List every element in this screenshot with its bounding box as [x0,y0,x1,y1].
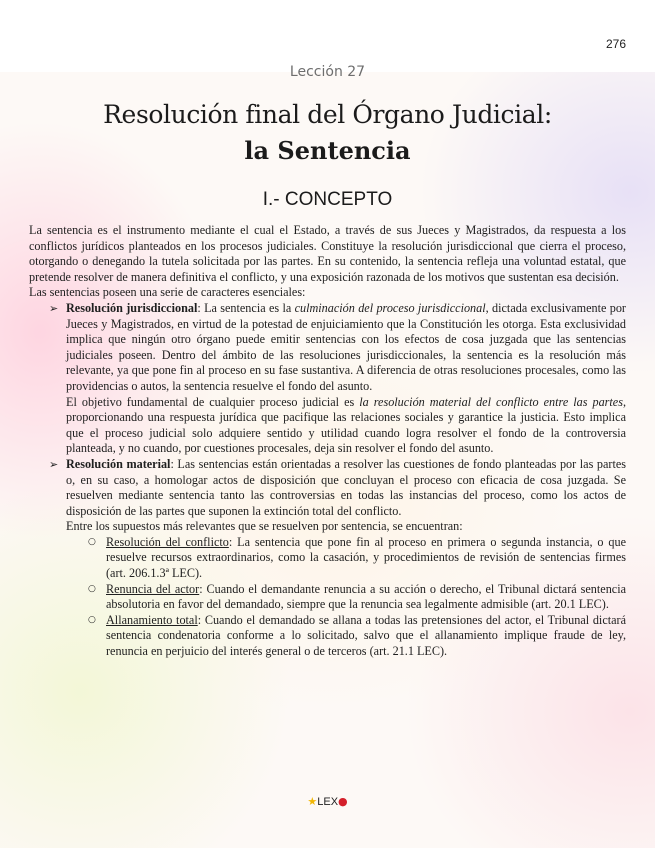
sub-item-label: Renuncia del actor [106,581,200,596]
sub-item [29,535,626,582]
item-text: El objetivo fundamental de cualquier proceso judicial es [66,394,360,409]
sub-item-label: Allanamiento total [106,612,198,627]
intro-paragraph: La sentencia es el instrumento mediante el cual el Estado, a través de sus Jueces y Magistrados, da respuesta a los conflictos jurídicos planteados en los procesos judiciales. Constituye la resolución jurisdiccional que cierra el proceso, otorgando o denegando la tutela solicitada por las partes. En su contenido, la sentencia refleja una voluntad estatal, que pretende resolver de manera definitiva el conflicto, y una exposición razonada de los motivos que sustentan esa decisión. [29,223,626,284]
sub-item [29,582,626,613]
drop-icon: ● [338,795,348,808]
sub-item-text: : Cuando el demandado se allana a todas las pretensiones del actor, el Tribunal dictará sentencia condenatoria conforme a lo solicitado, salvo que el allanamiento implique fraude de ley, renuncia en perjuicio del interés general o de terceros (art. 21.1 LEC). [106,612,626,659]
item-emphasis: la resolución material del conflicto entre las partes [359,394,623,409]
item-text: , proporcionando una respuesta jurídica que pacifique las relaciones sociales y garantice la justicia. Esto implica que el proceso judicial solo adquiere sentido y utilidad cuando logra resolver el fondo de la controversia planteada, y no cuando, por cuestiones procesales, deja sin resolver el fondo del asunto. [66,394,627,456]
circle-bullet-icon: ○ [88,614,96,625]
list-item-jurisdiccional [29,301,626,395]
item-paragraph [29,395,626,457]
sub-item [29,613,626,660]
item-label: Resolución jurisdiccional [66,300,198,315]
sub-item-label: Resolución del conflicto [106,534,229,549]
item-text: : Las sentencias están orientadas a resolver las cuestiones de fondo planteadas por las partes o, en su caso, a homologar actos de disposición que concluyan el proceso con eficacia de cosa juzgada. Se resuelven mediante sentencia tanto las controversias en todas las instancias del proceso, como los actos de disposición de las partes que suponen la extinción total del conflicto. [66,456,626,518]
circle-bullet-icon: ○ [88,583,96,594]
lesson-label: Lección 27 [289,64,366,80]
item-emphasis: culminación del proceso jurisdiccional [294,300,486,315]
item-text: : La sentencia es la [197,300,295,315]
sub-item-text: : Cuando el demandante renuncia a su acción o derecho, el Tribunal dictará sentencia absolutoria en favor del demandado, siempre que la renuncia sea legalmente admisible (art. 20.1 LEC). [106,581,626,612]
brand-label: LEX [317,796,339,808]
supuestos-intro: Entre los supuestos más relevantes que se resuelven por sentencia, se encuentran: [66,519,463,534]
list-item-material [29,457,626,519]
page-title-line1: Resolución final del Órgano Judicial: [103,100,552,129]
item-label: Resolución material [66,456,171,471]
star-icon: ★ [307,795,318,808]
page-title-line2: la Sentencia [244,136,411,165]
document-body [29,223,626,660]
circle-bullet-icon: ○ [88,536,96,547]
item-text: , dictada exclusivamente por Jueces y Magistrados, en virtud de la potestad de enjuiciamiento que la Constitución les otorga. Esta exclusividad implica que ningún otro órgano puede emitir sentencias con los efectos de cosa juzgada que las sentencias judiciales poseen. Dentro del ámbito de las resoluciones jurisdiccionales, la sentencia es la resolución más relevante, ya que pone fin al proceso en su fase sustantiva. A diferencia de otras resoluciones procesales, como las providencias o autos, la sentencia resuelve el fondo del asunto. [66,300,626,393]
page-number: 276 [605,37,626,51]
arrow-bullet-icon: ➢ [49,301,59,315]
section-heading: I.- CONCEPTO [262,189,393,210]
arrow-bullet-icon: ➢ [49,457,59,471]
footer-brand [0,795,655,808]
sub-item-text: : La sentencia que pone fin al proceso en primera o segunda instancia, o que resuelve recursos extraordinarios, como la casación, y procedimientos de revisión de sentencias firmes (art. 206.1.3ª LEC). [106,534,626,581]
characters-intro: Las sentencias poseen una serie de caracteres esenciales: [29,285,306,300]
